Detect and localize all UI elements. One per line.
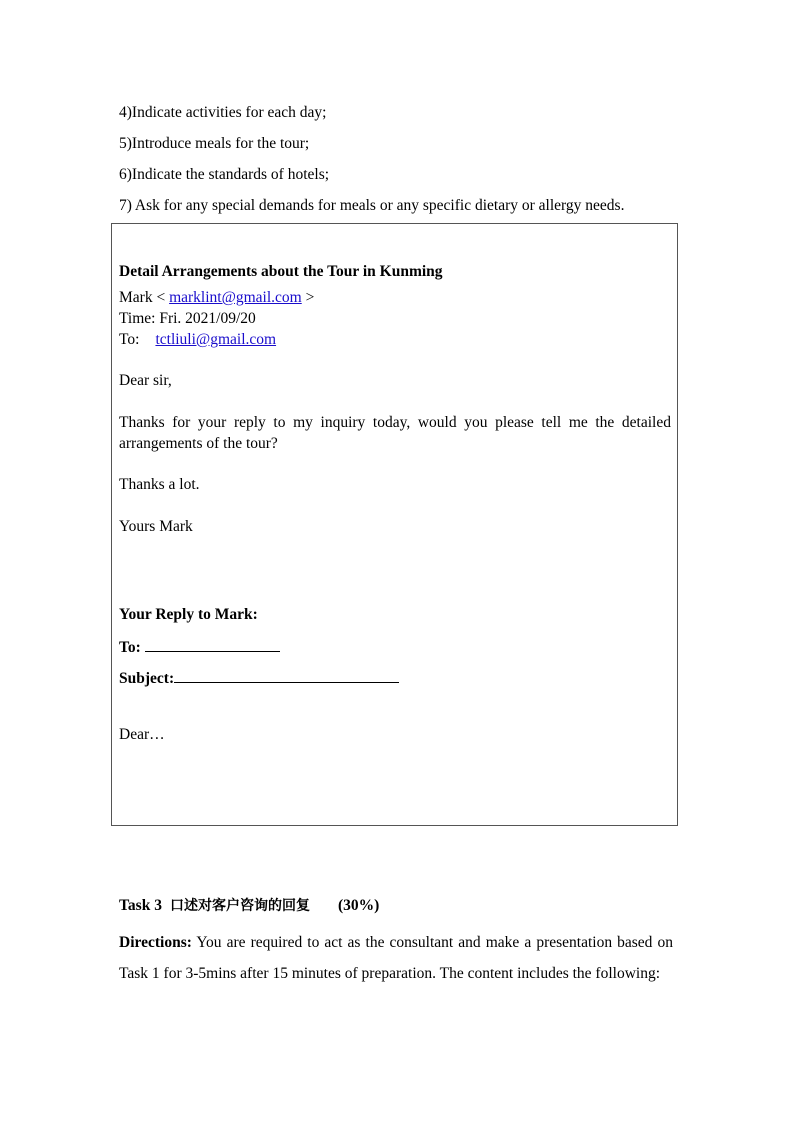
email-to-link[interactable]: tctliuli@gmail.com (155, 331, 277, 348)
reply-to-blank[interactable] (145, 636, 280, 652)
email-subject: Detail Arrangements about the Tour in Kunming (119, 263, 443, 280)
directions-text: You are required to act as the consultant and make a presentation based on Task 1 for 3-5mins after 15 minutes of preparation. The content includes the following: (119, 934, 673, 982)
instruction-item-7: 7) Ask for any special demands for meals or any specific dietary or allergy needs. (119, 197, 625, 214)
email-to-label: To: (119, 331, 140, 348)
reply-dear: Dear… (119, 726, 165, 743)
reply-to-label: To: (119, 639, 141, 656)
email-time: Time: Fri. 2021/09/20 (119, 310, 256, 327)
instruction-item-5: 5)Introduce meals for the tour; (119, 135, 310, 152)
instruction-item-6: 6)Indicate the standards of hotels; (119, 166, 330, 183)
reply-subject-row (119, 667, 399, 689)
reply-subject-blank[interactable] (174, 667, 399, 683)
task-title-cn: 口述对客户咨询的回复 (169, 898, 310, 914)
task-label: Task 3 (119, 897, 162, 914)
task-title (119, 896, 379, 916)
reply-subject-label: Subject: (119, 670, 175, 687)
task-directions (119, 927, 673, 989)
directions-label: Directions: (119, 934, 192, 951)
email-from-close: > (301, 289, 315, 306)
email-from-name: Mark < (119, 289, 170, 306)
email-salutation: Dear sir, (119, 372, 172, 389)
task-weight: (30%) (337, 897, 380, 914)
instruction-item-4: 4)Indicate activities for each day; (119, 104, 327, 121)
email-from (119, 288, 314, 308)
email-from-link[interactable]: marklint@gmail.com (169, 289, 302, 306)
email-box (111, 223, 678, 826)
email-thanks: Thanks a lot. (119, 476, 200, 493)
reply-title: Your Reply to Mark: (119, 606, 258, 623)
email-body: Thanks for your reply to my inquiry today, would you please tell me the detailed arrangements of the tour? (119, 414, 671, 452)
email-to (119, 330, 276, 350)
reply-to-row (119, 636, 280, 658)
email-closing: Yours Mark (119, 518, 193, 535)
